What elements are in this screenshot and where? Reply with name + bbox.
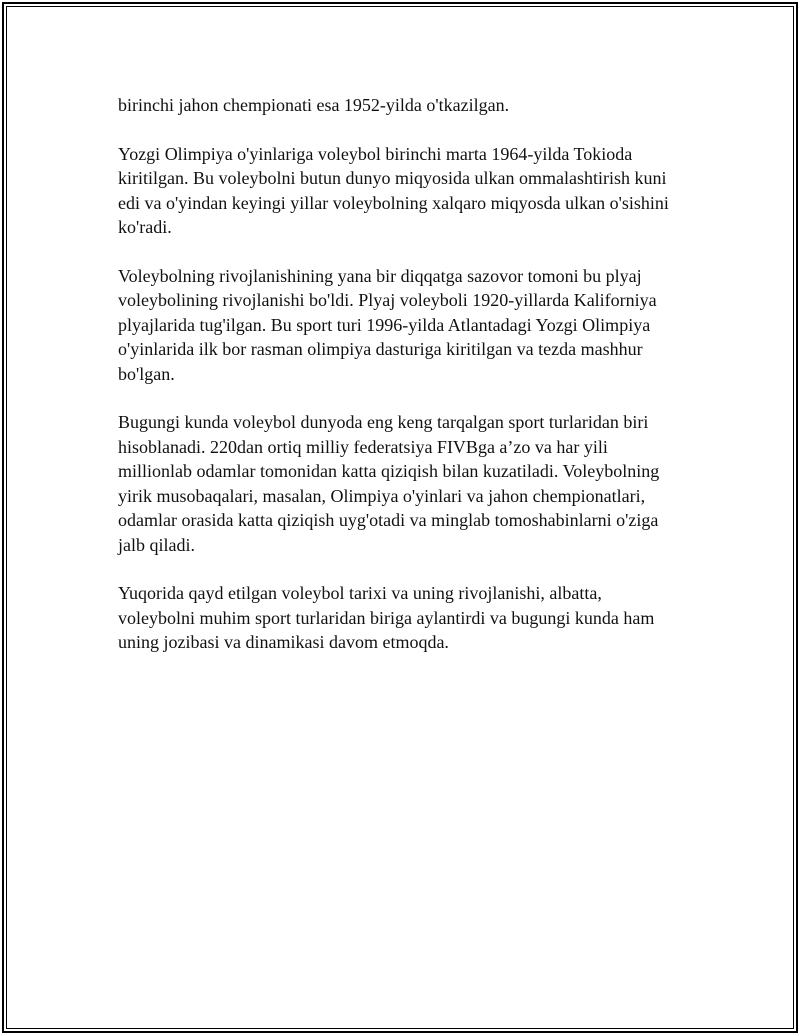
paragraph-2: Yozgi Olimpiya o'yinlariga voleybol birinchi marta 1964-yilda Tokioda kiritilgan. Bu voleybolni butun dunyo miqyosida ulkan ommalashtirish kuni edi va o'yindan keyingi yillar voleybolning xalqaro miqyosda ulkan o'sishini ko'radi. bbox=[118, 143, 669, 237]
paragraph-1: birinchi jahon chempionati esa 1952-yilda o'tkazilgan. bbox=[118, 95, 510, 115]
paragraph-4: Bugungi kunda voleybol dunyoda eng keng tarqalgan sport turlaridan biri hisoblanadi. 220dan ortiq milliy federatsiya FIVBga a’zo va har yili millionlab odamlar tomonidan katta qiziqish bilan kuzatiladi. Voleybolning yirik musobaqalari, masalan, Olimpiya o'yinlari va jahon chempionatlari, odamlar orasida katta qiziqish uyg'otadi va minglab tomoshabinlarni o'ziga jalb qiladi. bbox=[118, 412, 660, 555]
paragraph-5: Yuqorida qayd etilgan voleybol tarixi va uning rivojlanishi, albatta, voleybolni muhim sport turlaridan biriga aylantirdi va bugungi kunda ham uning jozibasi va dinamikasi davom etmoqda. bbox=[118, 583, 655, 652]
paragraph-3: Voleybolning rivojlanishining yana bir diqqatga sazovor tomoni bu plyaj voleybolining rivojlanishi bo'ldi. Plyaj voleyboli 1920-yillarda Kaliforniya plyajlarida tug'ilgan. Bu sport turi 1996-yilda Atlantadagi Yozgi Olimpiya o'yinlarida ilk bor rasman olimpiya dasturiga kiritilgan va tezda mashhur bo'lgan. bbox=[118, 265, 657, 384]
document-body bbox=[118, 93, 678, 679]
